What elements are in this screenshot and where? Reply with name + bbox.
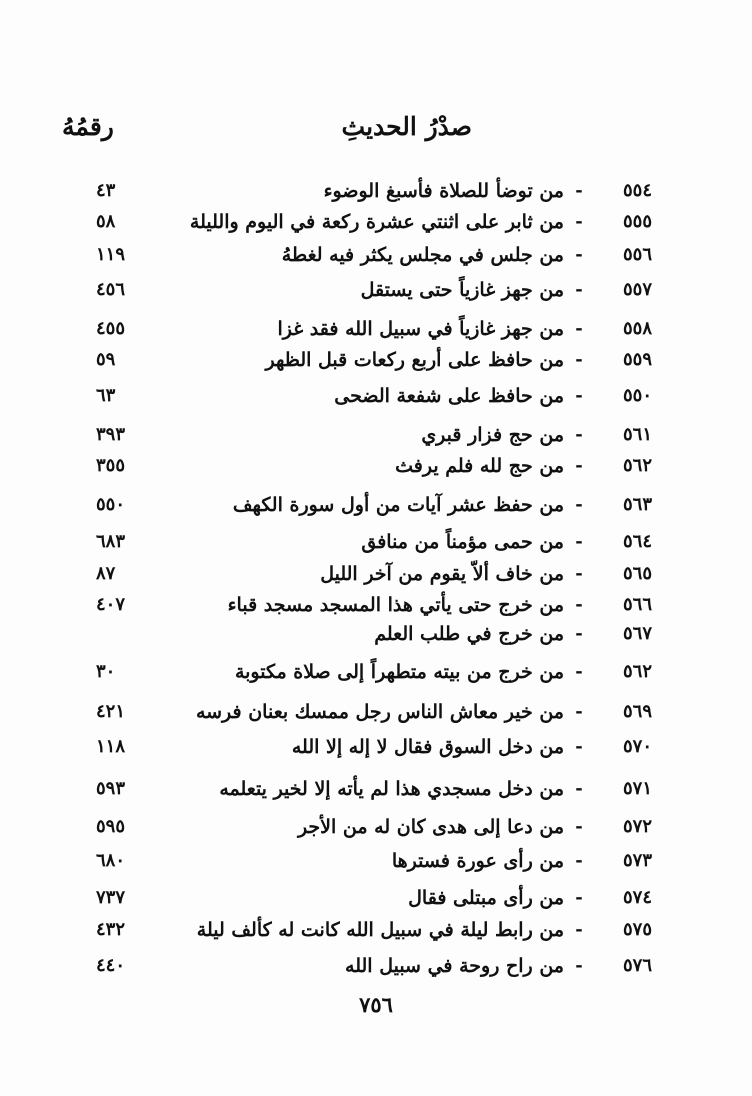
entry-number: ٥٧٣ [622, 850, 652, 871]
list-item [0, 275, 752, 305]
page-ref: ٦٨٠ [96, 850, 126, 871]
page-ref: ٤٤٠ [96, 955, 126, 976]
hadith-text: من ثابر على اثنتي عشرة ركعة في اليوم والليلة [189, 211, 564, 233]
page-ref: ٣٠ [96, 661, 116, 682]
dash: - [575, 623, 583, 644]
entry-number: ٥٦٧ [622, 623, 652, 644]
page-ref: ١١٩ [96, 244, 126, 265]
entry-number: ٥٥٨ [622, 318, 652, 339]
hadith-text: من توضأ للصلاة فأسبغ الوضوء [323, 180, 564, 202]
hadith-text: من دعا إلى هدى كان له من الأجر [297, 816, 564, 838]
hadith-text: من خاف ألاّ يقوم من آخر الليل [320, 563, 564, 585]
dash: - [575, 778, 583, 799]
entry-number: ٥٥٩ [622, 349, 652, 370]
hadith-text: من رأى مبتلى فقال [408, 887, 564, 909]
page-number-footer: ٧٥٦ [359, 992, 393, 1017]
list-item [0, 697, 752, 727]
entry-number: ٥٧٢ [622, 816, 652, 837]
list-item [0, 420, 752, 450]
hadith-text: من جهز غازياً حتى يستقل [360, 279, 564, 301]
list-item [0, 774, 752, 804]
hadith-text: من جلس في مجلس يكثر فيه لغطهُ [281, 244, 564, 266]
list-item [0, 590, 752, 620]
entry-number: ٥٧٤ [622, 887, 652, 908]
entry-number: ٥٥٥ [622, 211, 652, 232]
list-item [0, 176, 752, 206]
list-item [0, 657, 752, 687]
entry-number: ٥٦٣ [622, 494, 652, 515]
page-ref: ٨٧ [96, 563, 116, 584]
list-item [0, 915, 752, 945]
hadith-text: من حافظ على أربع ركعات قبل الظهر [265, 349, 564, 371]
dash: - [575, 701, 583, 722]
dash: - [575, 816, 583, 837]
hadith-text: من دخل مسجدي هذا لم يأته إلا لخير يتعلمه [219, 778, 564, 800]
page-ref: ٧٣٧ [96, 887, 126, 908]
list-item [0, 381, 752, 411]
entry-number: ٥٥٤ [622, 180, 652, 201]
page-ref: ٤٥٥ [96, 318, 126, 339]
hadith-text: من رأى عورة فسترها [391, 850, 564, 872]
entry-number: ٥٥٧ [622, 279, 652, 300]
dash: - [575, 279, 583, 300]
list-item [0, 527, 752, 557]
list-item [0, 619, 752, 649]
entry-number: ٥٦٤ [622, 531, 652, 552]
page-ref: ٤٠٧ [96, 594, 126, 615]
list-item [0, 314, 752, 344]
hadith-text: من حج لله فلم يرفث [395, 455, 564, 477]
entry-number: ٥٦٢ [622, 455, 652, 476]
page-ref: ١١٨ [96, 736, 126, 757]
entry-number: ٥٧٠ [622, 736, 652, 757]
hadith-text: من راح روحة في سبيل الله [345, 955, 564, 977]
entry-number: ٥٦٢ [622, 661, 652, 682]
page-ref: ٤٥٦ [96, 279, 126, 300]
list-item [0, 883, 752, 913]
entry-number: ٥٧٥ [622, 919, 652, 940]
list-item [0, 240, 752, 270]
hadith-text: من حافظ على شفعة الضحى [334, 385, 564, 407]
list-item [0, 207, 752, 237]
list-item [0, 846, 752, 876]
list-item [0, 559, 752, 589]
dash: - [575, 385, 583, 406]
page-ref: ٦٣ [96, 385, 116, 406]
dash: - [575, 850, 583, 871]
page-ref: ٤٣٢ [96, 919, 126, 940]
column-header-page-number: رقمُهُ [62, 112, 114, 141]
hadith-text: من خرج من بيته متطهراً إلى صلاة مكتوبة [234, 661, 564, 683]
page-ref: ٥٩٥ [96, 816, 126, 837]
dash: - [575, 455, 583, 476]
entry-number: ٥٦٥ [622, 563, 652, 584]
dash: - [575, 594, 583, 615]
page-ref: ٥٩ [96, 349, 116, 370]
hadith-text: من حج فزار قبري [421, 424, 564, 446]
page-ref: ٥٩٣ [96, 778, 126, 799]
hadith-text: من رابط ليلة في سبيل الله كانت له كألف ليلة [196, 919, 564, 941]
dash: - [575, 563, 583, 584]
dash: - [575, 661, 583, 682]
column-header-hadith: صدْرُ الحديثِ [341, 112, 472, 141]
dash: - [575, 244, 583, 265]
dash: - [575, 531, 583, 552]
dash: - [575, 887, 583, 908]
list-item [0, 345, 752, 375]
entry-number: ٥٧٦ [622, 955, 652, 976]
dash: - [575, 736, 583, 757]
dash: - [575, 180, 583, 201]
dash: - [575, 494, 583, 515]
page-ref: ٤٢١ [96, 701, 126, 722]
page-ref: ٥٥٠ [96, 494, 126, 515]
hadith-text: من خير معاش الناس رجل ممسك بعنان فرسه [195, 701, 564, 723]
dash: - [575, 955, 583, 976]
entry-number: ٥٦٩ [622, 701, 652, 722]
page-ref: ٣٩٣ [96, 424, 126, 445]
list-item [0, 490, 752, 520]
hadith-text: من حمى مؤمناً من منافق [361, 531, 564, 553]
hadith-text: من خرج حتى يأتي هذا المسجد مسجد قباء [227, 594, 564, 616]
entry-number: ٥٥٦ [622, 244, 652, 265]
entry-number: ٥٥٠ [622, 385, 652, 406]
page-ref: ٦٨٣ [96, 531, 126, 552]
hadith-text: من دخل السوق فقال لا إله إلا الله [291, 736, 564, 758]
entry-number: ٥٦١ [622, 424, 652, 445]
hadith-text: من حفظ عشر آيات من أول سورة الكهف [232, 494, 564, 516]
list-item [0, 732, 752, 762]
entry-number: ٥٧١ [622, 778, 652, 799]
page-ref: ٤٣ [96, 180, 116, 201]
page-ref: ٥٨ [96, 211, 116, 232]
dash: - [575, 919, 583, 940]
dash: - [575, 211, 583, 232]
list-item [0, 812, 752, 842]
list-item [0, 451, 752, 481]
page-ref: ٣٥٥ [96, 455, 126, 476]
dash: - [575, 424, 583, 445]
hadith-text: من خرج في طلب العلم [374, 623, 564, 645]
entry-number: ٥٦٦ [622, 594, 652, 615]
list-item [0, 951, 752, 981]
hadith-text: من جهز غازياً في سبيل الله فقد غزا [277, 318, 564, 340]
dash: - [575, 318, 583, 339]
dash: - [575, 349, 583, 370]
